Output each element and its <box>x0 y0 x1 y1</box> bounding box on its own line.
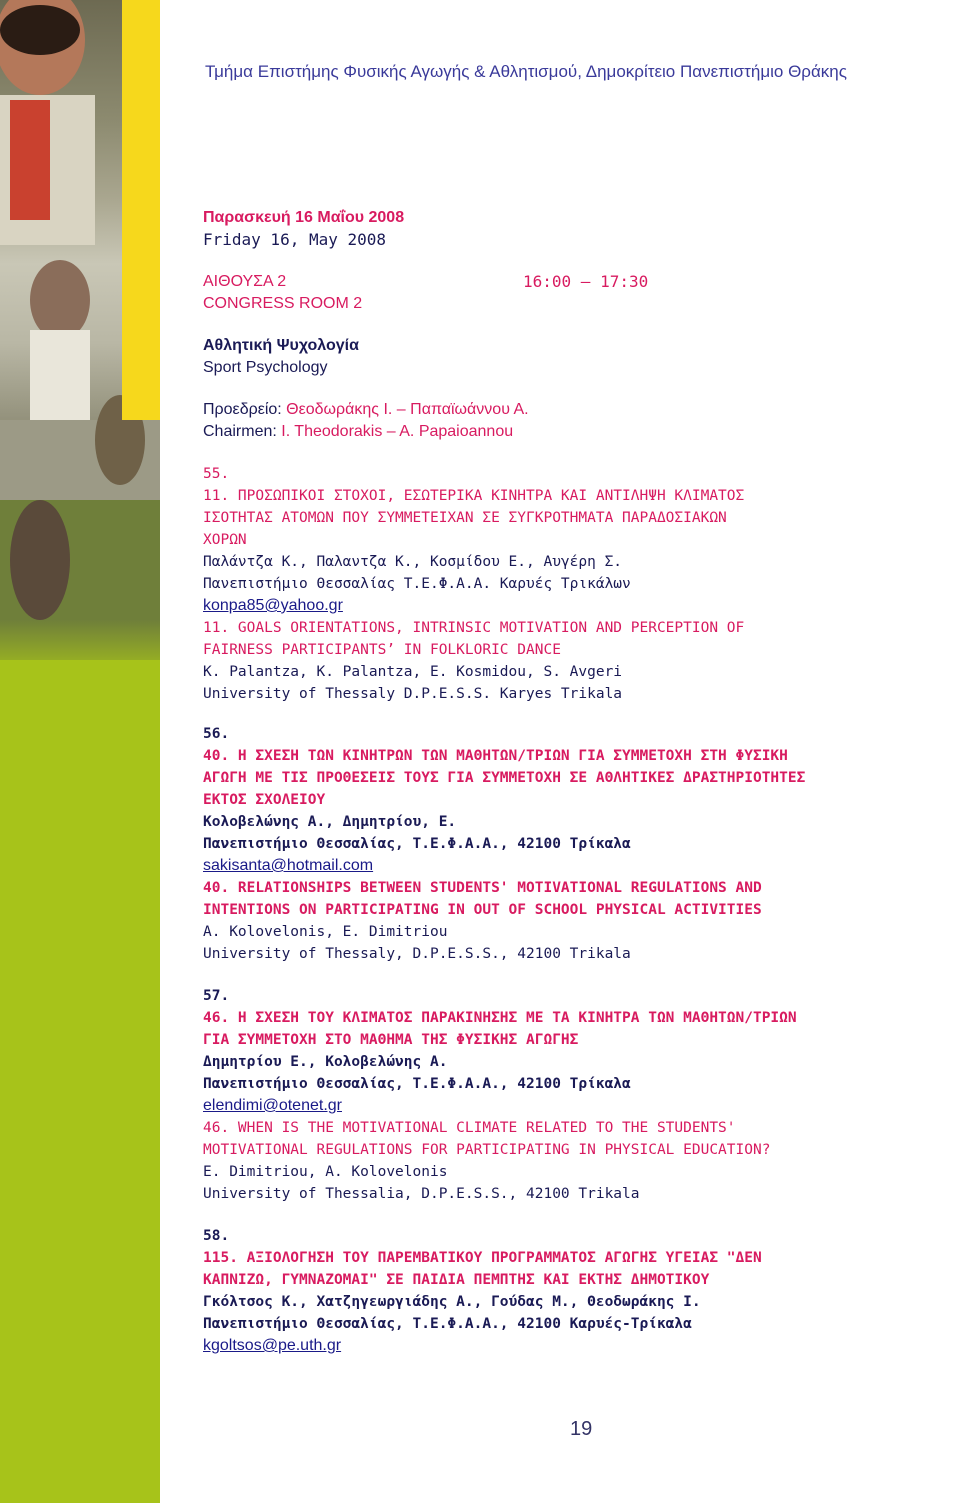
session-room-line <box>203 271 948 293</box>
paper-title-gr: ΕΚΤΟΣ ΣΧΟΛΕΙΟΥ <box>203 792 326 808</box>
chairs-en-label: Chairmen: <box>203 423 282 440</box>
paper-title-gr: 115. ΑΞΙΟΛΟΓΗΣΗ ΤΟΥ ΠΑΡΕΜΒΑΤΙΚΟΥ ΠΡΟΓΡΑΜΜΑΤΟΣ ΑΓΩΓΗΣ ΥΓΕΙΑΣ "ΔΕΝ <box>203 1250 762 1266</box>
paper-number: 55. <box>203 466 230 482</box>
sidebar-green-block <box>0 660 160 1503</box>
paper-affiliation-gr: Πανεπιστήμιο Θεσσαλίας, Τ.Ε.Φ.Α.Α., 42100 Τρίκαλα <box>203 836 631 852</box>
paper-authors-gr: Παλάντζα Κ., Παλαντζα Κ., Κοσμίδου Ε., Αυγέρη Σ. <box>203 554 623 570</box>
paper-authors-gr: Δημητρίου Ε., Κολοβελώνης Α. <box>203 1054 448 1070</box>
paper-authors-en: E. Dimitriou, A. Kolovelonis <box>203 1164 448 1180</box>
paper-title-gr: 11. ΠΡΟΣΩΠΙΚΟΙ ΣΤΟΧΟΙ, ΕΣΩΤΕΡΙΚΑ ΚΙΝΗΤΡΑ ΚΑΙ ΑΝΤΙΛΗΨΗ ΚΛΙΜΑΤΟΣ <box>203 488 745 504</box>
paper-affiliation-gr: Πανεπιστήμιο Θεσσαλίας, Τ.Ε.Φ.Α.Α., 42100 Καρυές-Τρίκαλα <box>203 1316 692 1332</box>
session-date-en: Friday 16, May 2008 <box>203 230 387 249</box>
paper-title-gr: ΚΑΠΝΙΖΩ, ΓΥΜΝΑΖΟΜΑΙ" ΣΕ ΠΑΙΔΙΑ ΠΕΜΠΤΗΣ ΚΑΙ ΕΚΤΗΣ ΔΗΜΟΤΙΚΟΥ <box>203 1272 710 1288</box>
paper-authors-en: A. Kolovelonis, E. Dimitriou <box>203 924 448 940</box>
paper-title-en: 46. WHEN IS THE MOTIVATIONAL CLIMATE RELATED TO THE STUDENTS' <box>203 1120 736 1136</box>
paper-number: 56. <box>203 726 230 742</box>
paper-authors-en: K. Palantza, K. Palantza, E. Kosmidou, S. Avgeri <box>203 664 623 680</box>
paper-title-gr: 46. Η ΣΧΕΣΗ ΤΟΥ ΚΛΙΜΑΤΟΣ ΠΑΡΑΚΙΝΗΣΗΣ ΜΕ ΤΑ ΚΙΝΗΤΡΑ ΤΩΝ ΜΑΘΗΤΩΝ/ΤΡΙΩΝ <box>203 1010 797 1026</box>
paper-title-gr: ΑΓΩΓΗ ΜΕ ΤΙΣ ΠΡΟΘΕΣΕΙΣ ΤΟΥΣ ΓΙΑ ΣΥΜΜΕΤΟΧΗ ΣΕ ΑΘΛΗΤΙΚΕΣ ΔΡΑΣΤΗΡΙΟΤΗΤΕΣ <box>203 770 806 786</box>
paper-title-gr: ΓΙΑ ΣΥΜΜΕΤΟΧΗ ΣΤΟ ΜΑΘΗΜΑ ΤΗΣ ΦΥΣΙΚΗΣ ΑΓΩΓΗΣ <box>203 1032 579 1048</box>
paper-number: 57. <box>203 988 230 1004</box>
paper-title-en: INTENTIONS ON PARTICIPATING IN OUT OF SCHOOL PHYSICAL ACTIVITIES <box>203 902 762 918</box>
paper-email-link[interactable]: konpa85@yahoo.gr <box>203 597 343 614</box>
paper-affiliation-en: University of Thessaly, D.P.E.S.S., 42100 Trikala <box>203 946 631 962</box>
session-chairs-gr <box>203 399 948 421</box>
chairs-gr-label: Προεδρείο: <box>203 401 287 418</box>
paper-title-en: MOTIVATIONAL REGULATIONS FOR PARTICIPATING IN PHYSICAL EDUCATION? <box>203 1142 771 1158</box>
page-number: 19 <box>570 1418 593 1440</box>
session-date-gr: Παρασκευή 16 Μαΐου 2008 <box>203 209 405 226</box>
session-chairs-en <box>203 421 948 443</box>
program-content <box>203 207 948 1357</box>
paper-authors-gr: Γκόλτσος Κ., Χατζηγεωργιάδης Α., Γούδας Μ., Θεοδωράκης Ι. <box>203 1294 701 1310</box>
paper-affiliation-gr: Πανεπιστήμιο Θεσσαλίας Τ.Ε.Φ.Α.Α. Καρυές Τρικάλων <box>203 576 631 592</box>
session-room-en: CONGRESS ROOM 2 <box>203 295 363 312</box>
session-topic-gr: Αθλητική Ψυχολογία <box>203 337 359 354</box>
paper-title-en: 40. RELATIONSHIPS BETWEEN STUDENTS' MOTIVATIONAL REGULATIONS AND <box>203 880 762 896</box>
paper-title-gr: ΙΣΟΤΗΤΑΣ ΑΤΟΜΩΝ ΠΟΥ ΣΥΜΜΕΤΕΙΧΑΝ ΣΕ ΣΥΓΚΡΟΤΗΜΑΤΑ ΠΑΡΑΔΟΣΙΑΚΩΝ <box>203 510 727 526</box>
session-topic-en: Sport Psychology <box>203 359 328 376</box>
decorative-sidebar <box>0 0 160 1503</box>
paper-email-link[interactable]: kgoltsos@pe.uth.gr <box>203 1337 342 1354</box>
chairs-en-names: I. Theodorakis – A. Papaioannou <box>281 423 514 440</box>
sidebar-yellow-stripe <box>122 0 160 420</box>
paper-title-gr: 40. Η ΣΧΕΣΗ ΤΩΝ ΚΙΝΗΤΡΩΝ ΤΩΝ ΜΑΘΗΤΩΝ/ΤΡΙΩΝ ΓΙΑ ΣΥΜΜΕΤΟΧΗ ΣΤΗ ΦΥΣΙΚΗ <box>203 748 788 764</box>
paper-number: 58. <box>203 1228 230 1244</box>
page-header: Τμήμα Επιστήμης Φυσικής Αγωγής & Αθλητισμού, Δημοκρίτειο Πανεπιστήμιο Θράκης <box>205 62 847 81</box>
paper-title-gr: ΧΟΡΩΝ <box>203 532 247 548</box>
paper-email-link[interactable]: sakisanta@hotmail.com <box>203 857 374 874</box>
paper-affiliation-gr: Πανεπιστήμιο Θεσσαλίας, Τ.Ε.Φ.Α.Α., 42100 Τρίκαλα <box>203 1076 631 1092</box>
session-time: 16:00 – 17:30 <box>523 272 649 291</box>
chairs-gr-names: Θεοδωράκης Ι. – Παπαϊωάννου Α. <box>286 401 529 418</box>
sidebar-green-fade <box>0 620 160 680</box>
session-room-gr: ΑΙΘΟΥΣΑ 2 <box>203 273 287 290</box>
paper-affiliation-en: University of Thessalia, D.P.E.S.S., 42100 Trikala <box>203 1186 640 1202</box>
paper-title-en: FAIRNESS PARTICIPANTS’ IN FOLKLORIC DANCE <box>203 642 561 658</box>
paper-authors-gr: Κολοβελώνης Α., Δημητρίου, Ε. <box>203 814 457 830</box>
paper-email-link[interactable]: elendimi@otenet.gr <box>203 1097 342 1114</box>
paper-title-en: 11. GOALS ORIENTATIONS, INTRINSIC MOTIVATION AND PERCEPTION OF <box>203 620 745 636</box>
paper-affiliation-en: University of Thessaly D.P.E.S.S. Karyes Trikala <box>203 686 623 702</box>
